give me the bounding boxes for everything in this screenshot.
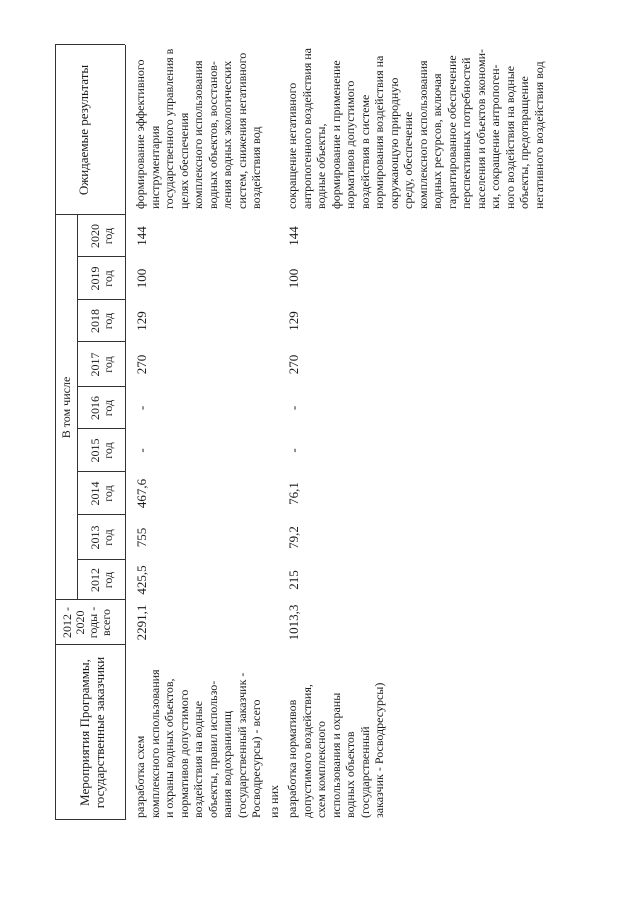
row-2-value-3: 76,1 (286, 482, 301, 505)
row-prelabel: из них (267, 784, 281, 818)
row-1-value-2: 755 (134, 527, 149, 548)
header-year-5: 2016 год (88, 396, 115, 420)
row-1-value-1: 425,5 (134, 565, 149, 595)
row-2-total: 1013,3 (286, 604, 301, 641)
header-year-8: 2019 год (88, 266, 115, 291)
row-2-value-9: 144 (286, 226, 301, 246)
row-2-value-4: - (286, 448, 301, 453)
row-1-value-6: 270 (134, 354, 149, 375)
row-2-value-1: 215 (286, 570, 301, 590)
row-1-value-4: - (134, 448, 149, 453)
table-top-rule (55, 45, 56, 820)
subheader-rule (77, 215, 78, 600)
row-2-result: сокращение негативного антропогенного воздействия на водные объекты, формирование и применение нормативов допустимого воздействия в системе нормирования воздействия на окружающую природную среду, обеспечение комплексного использования водных ресурсов, включая гарантированное обеспечение перспективных потребностей населения и объектов экономи- ки, сокращение антропоген- ного воздействия на водные объекты, предотвращение негативного воздействия вод (285, 47, 546, 209)
header-bottom-rule (125, 45, 126, 820)
row-1-result: формирование эффективного инструментария государственного управления в целях обеспечения комплексного использования водных объектов, восстанов- ления водных экологических систем, снижения негативного воздействия вод (133, 48, 263, 209)
header-year-3: 2014 год (88, 481, 115, 506)
row-2-value-8: 100 (286, 268, 301, 289)
row-2-value-5: - (286, 405, 301, 411)
header-measures: Мероприятия Программы, государственные заказчики (77, 656, 107, 809)
header-year-6: 2017 год (88, 352, 115, 377)
header-results: Ожидаемые результаты (76, 64, 91, 196)
header-year-2: 2013 год (88, 525, 115, 550)
row-1-value-3: 467,6 (134, 478, 149, 509)
row-2-value-2: 79,2 (286, 526, 301, 549)
header-year-4: 2015 год (88, 438, 115, 463)
header-year-1: 2012 год (88, 568, 115, 592)
header-year-7: 2018 год (88, 309, 115, 333)
row-1-value-7: 129 (134, 311, 149, 331)
row-2-measure: разработка нормативов допустимого воздействия, схем комплексного использования и охраны водных объектов (государственный заказчик - Росводресурсы) (285, 682, 386, 818)
row-1-total: 2291,1 (134, 604, 149, 641)
header-including: В том числе (59, 376, 73, 439)
row-1-value-5: - (134, 405, 149, 411)
row-1-value-9: 144 (134, 226, 149, 246)
header-year-9: 2020 год (88, 224, 115, 248)
row-2-value-6: 270 (286, 354, 301, 375)
row-1-measure: разработка схем комплексного использования и охраны водных объектов, нормативов допустимого воздействия на водные объекты, правил использо- вания водохранилищ (государственный заказчик - Росводресурсы) - всего (133, 669, 263, 818)
row-1-value-8: 100 (134, 268, 149, 289)
row-2-value-7: 129 (286, 311, 301, 331)
header-total: 2012 - 2020 годы - всего (60, 606, 113, 639)
